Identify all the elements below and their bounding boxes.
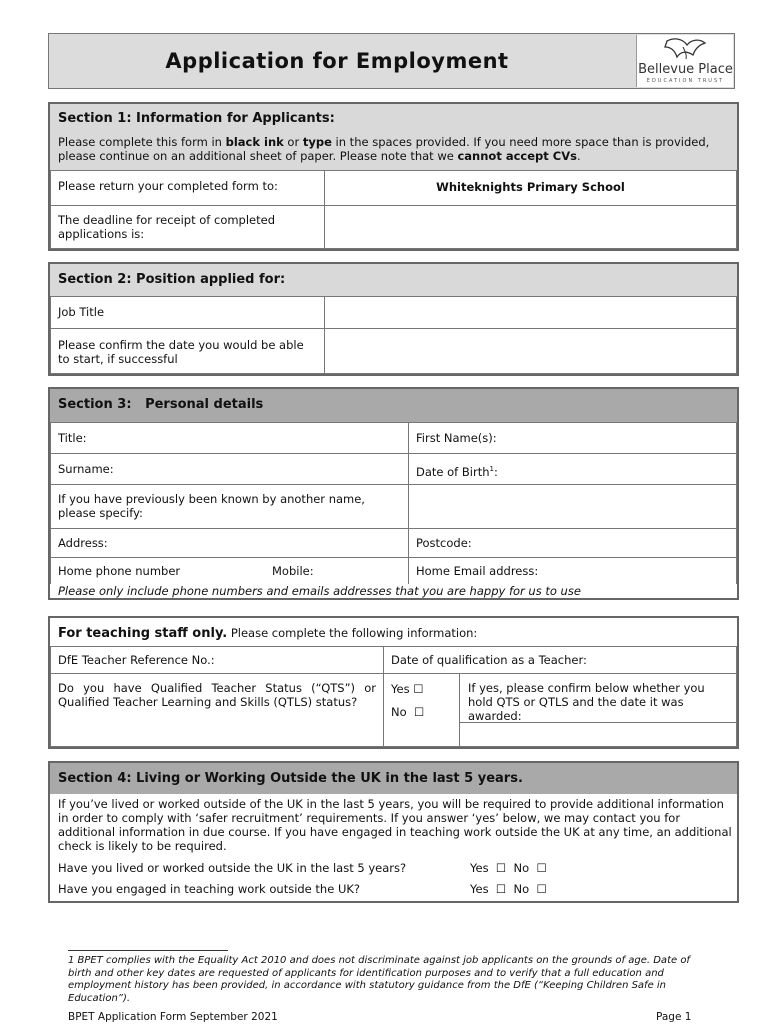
postcode-label: Postcode: bbox=[416, 536, 472, 550]
previous-name-input[interactable] bbox=[408, 484, 737, 529]
form-name: BPET Application Form September 2021 bbox=[68, 1011, 278, 1023]
job-title-label: Job Title bbox=[58, 305, 105, 319]
return-label: Please return your completed form to: bbox=[58, 179, 278, 193]
qts-yes-checkbox[interactable]: Yes ☐ bbox=[391, 682, 424, 696]
bellevue-logo bbox=[636, 35, 733, 87]
qts-question: Do you have Qualified Teacher Status (“QTS”) or Qualified Teacher Learning and Skills (QTLS) status? bbox=[58, 681, 376, 709]
section-3-heading: Section 3: Personal details bbox=[58, 397, 264, 412]
dob-label: Date of Birth$^1$: bbox=[416, 464, 498, 479]
section-1-instructions: Please complete this form in black ink or type in the spaces provided. If you need more space than is provided, please continue on an additional sheet of paper. Please note that we cannot accept CVs. bbox=[58, 135, 710, 163]
deadline-input[interactable] bbox=[324, 205, 737, 249]
footnote: 1 BPET complies with the Equality Act 2010 and does not discriminate against job applicants on the grounds of age. Date of birth and other key dates are requested of applicants for identification purposes and to verify that a full education and employment history has been provided, in accordance with statutory guidance from the DfE (“Keeping Children Safe in Education”). bbox=[68, 955, 690, 1004]
start-date-input[interactable] bbox=[324, 328, 737, 374]
title-input[interactable] bbox=[50, 422, 409, 454]
previous-name-label: If you have previously been known by another name, please specify: bbox=[58, 492, 365, 520]
section-4-heading: Section 4: Living or Working Outside the UK in the last 5 years. bbox=[58, 771, 523, 786]
question-taught-outside: Have you engaged in teaching work outside the UK? bbox=[58, 882, 361, 896]
return-school: Whiteknights Primary School bbox=[436, 180, 625, 194]
job-title-input[interactable] bbox=[324, 296, 737, 329]
page-title: Application for Employment bbox=[165, 49, 509, 73]
section-1-heading: Section 1: Information for Applicants: bbox=[58, 111, 335, 126]
deadline-label: The deadline for receipt of completed applications is: bbox=[58, 213, 276, 241]
section-2-heading: Section 2: Position applied for: bbox=[58, 272, 286, 287]
taught-outside-checkboxes[interactable]: Yes ☐ No ☐ bbox=[470, 882, 547, 896]
footnote-divider bbox=[68, 950, 228, 951]
qts-details-input[interactable] bbox=[459, 722, 737, 747]
section-4-paragraph: If you’ve lived or worked outside of the UK in the last 5 years, you will be required to provide additional information in order to comply with ‘safer recruitment’ requirements. If you answer ‘yes’ below, we may contact you for additional information in due course. If you have engaged in teaching work outside the UK at any time, an additional check is likely to be required. bbox=[58, 797, 732, 853]
qts-no-checkbox[interactable]: No ☐ bbox=[391, 705, 425, 719]
title-label: Title: bbox=[58, 431, 87, 445]
dfe-ref-label: DfE Teacher Reference No.: bbox=[58, 653, 215, 667]
mobile-label: Mobile: bbox=[272, 564, 314, 578]
address-label: Address: bbox=[58, 536, 108, 550]
home-email-label: Home Email address: bbox=[416, 564, 539, 578]
question-lived-outside: Have you lived or worked outside the UK in the last 5 years? bbox=[58, 861, 407, 875]
qts-if-yes-label: If yes, please confirm below whether you hold QTS or QTLS and the date it was awarded: bbox=[468, 681, 705, 723]
teaching-heading: For teaching staff only. Please complete the following information: bbox=[58, 626, 478, 641]
logo-name: Bellevue Place bbox=[638, 62, 733, 77]
page-number: Page 1 bbox=[656, 1011, 692, 1023]
start-date-label: Please confirm the date you would be able to start, if successful bbox=[58, 338, 304, 366]
surname-label: Surname: bbox=[58, 462, 114, 476]
qualification-date-label: Date of qualification as a Teacher: bbox=[391, 653, 587, 667]
lived-outside-checkboxes[interactable]: Yes ☐ No ☐ bbox=[470, 861, 547, 875]
first-name-label: First Name(s): bbox=[416, 431, 497, 445]
contact-note: Please only include phone numbers and emails addresses that you are happy for us to use bbox=[58, 584, 581, 598]
logo-subtitle: EDUCATION TRUST bbox=[646, 78, 725, 84]
home-phone-label: Home phone number bbox=[58, 564, 181, 578]
